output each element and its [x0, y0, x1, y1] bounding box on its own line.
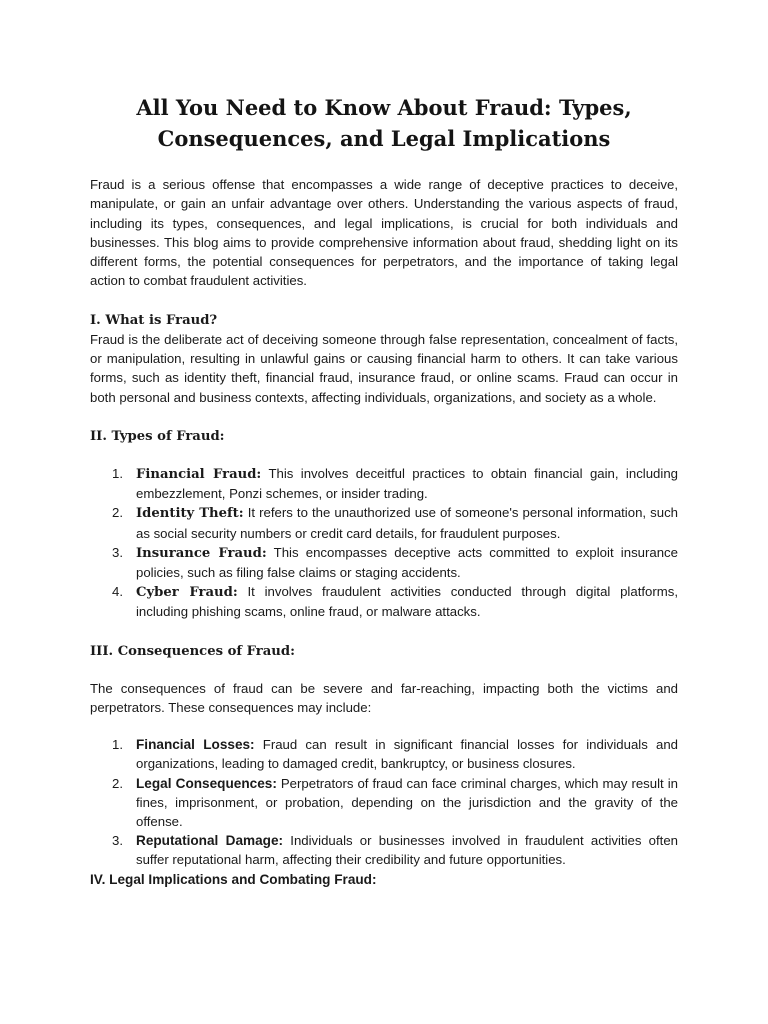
list-text: Individuals or businesses involved in fraudulent activities often suffer reputational harm, affecting their credibility and future opportunities. — [136, 833, 678, 868]
spacer — [90, 291, 678, 311]
section-heading-consequences: III. Consequences of Fraud: — [90, 643, 295, 659]
list-item — [90, 735, 678, 773]
spacer — [90, 446, 678, 464]
list-item — [90, 582, 678, 621]
list-number: 1. — [112, 737, 123, 753]
spacer — [90, 717, 678, 735]
list-text: It refers to the unauthorized use of someone's personal information, such as social security numbers or credit card details, for fraudulent purposes. — [136, 505, 678, 541]
types-of-fraud-list — [90, 464, 678, 622]
list-item — [90, 543, 678, 582]
consequences-intro: The consequences of fraud can be severe and far-reaching, impacting both the victims and perpetrators. These consequences may include: — [90, 680, 678, 715]
list-text: This involves deceitful practices to obtain financial gain, including embezzlement, Ponzi schemes, or insider trading. — [136, 465, 678, 502]
list-term: Legal Consequences: — [136, 775, 277, 791]
spacer — [90, 622, 678, 642]
section-heading-what-is-fraud: I. What is Fraud? — [90, 312, 218, 328]
section-what-is-fraud-body: Fraud is the deliberate act of deceiving someone through false representation, concealment of facts, or manipulation, resulting in unlawful gains or causing financial harm to others. It can take various forms, such as identity theft, financial fraud, insurance fraud, or online scams. Fraud can occur in both personal and business contexts, affecting individuals, organizations, and society as a whole. — [90, 331, 678, 405]
list-term: Financial Fraud: — [136, 466, 262, 482]
list-number: 2. — [112, 505, 123, 521]
list-item — [90, 503, 678, 542]
list-item — [90, 464, 678, 503]
section-heading-legal-implications: IV. Legal Implications and Combating Fraud: — [90, 871, 377, 887]
list-term: Identity Theft: — [136, 506, 244, 522]
list-term: Insurance Fraud: — [136, 545, 267, 561]
document-title: All You Need to Know About Fraud: Types, Consequences, and Legal Implications — [136, 95, 632, 151]
list-item — [90, 774, 678, 832]
intro-paragraph: Fraud is a serious offense that encompasses a wide range of deceptive practices to deceive, manipulate, or gain an unfair advantage over others. Understanding the various aspects of fraud, including its types, consequences, and legal implications, is crucial for both individuals and businesses. This blog aims to provide comprehensive information about fraud, shedding light on its different forms, the potential consequences for perpetrators, and the importance of taking legal action to combat fraudulent activities. — [90, 177, 678, 289]
list-number: 3. — [112, 544, 123, 560]
list-number: 4. — [112, 584, 123, 600]
list-term: Cyber Fraud: — [136, 585, 238, 601]
list-number: 2. — [112, 775, 123, 791]
list-text: This encompasses deceptive acts committed to exploit insurance policies, such as filing false claims or staging accidents. — [136, 544, 678, 580]
document-page — [90, 92, 678, 889]
list-text: Perpetrators of fraud can face criminal charges, which may result in fines, imprisonment, or probation, depending on the jurisdiction and the gravity of the offense. — [136, 775, 678, 829]
consequences-list — [90, 735, 678, 869]
list-item — [90, 831, 678, 869]
list-number: 3. — [112, 833, 123, 849]
section-heading-types-of-fraud: II. Types of Fraud: — [90, 428, 225, 444]
list-text: It involves fraudulent activities conducted through digital platforms, including phishing scams, online fraud, or malware attacks. — [136, 584, 678, 620]
spacer — [90, 407, 678, 427]
spacer — [90, 661, 678, 679]
list-term: Reputational Damage: — [136, 833, 284, 849]
list-text: Fraud can result in significant financial losses for individuals and organizations, leading to damaged credit, bankruptcy, or business closures. — [136, 737, 678, 772]
list-number: 1. — [112, 465, 123, 481]
list-term: Financial Losses: — [136, 737, 255, 753]
